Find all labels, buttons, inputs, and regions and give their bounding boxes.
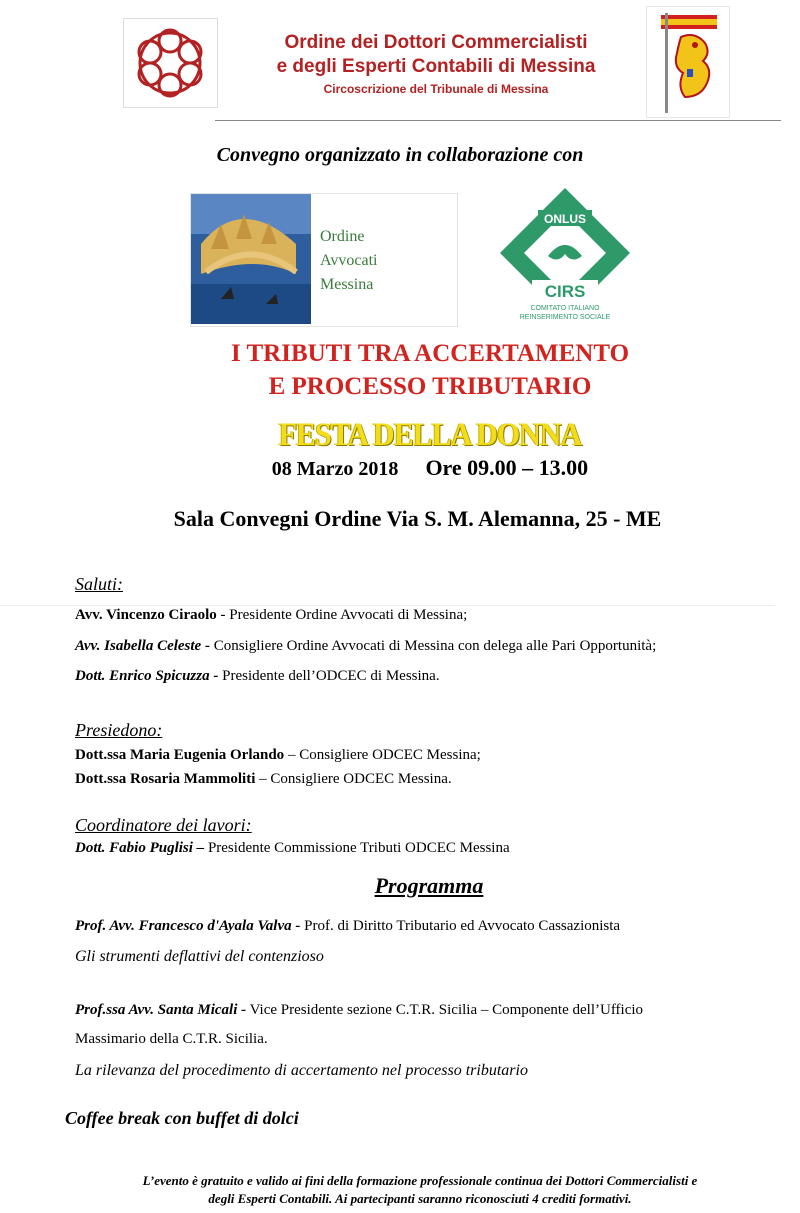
avvocati-word-1: Ordine [320,228,365,245]
event-date: 08 Marzo 2018 [271,458,399,480]
presiedono-heading: Presiedono: [75,720,163,740]
event-time: Ore 09.00 – 13.00 [425,455,589,480]
faint-divider [0,605,775,606]
presiedono-name-1: Dott.ssa Maria Eugenia Orlando [75,747,285,763]
footer-note [60,1172,780,1208]
coordinatore-role: Presidente Commissione Tributi ODCEC Messina [204,840,510,856]
footer-line1: L’evento è gratuito e valido ai fini della formazione professionale continua dei Dottori Commercialisti e [142,1173,698,1188]
coordinatore-name: Dott. Fabio Puglisi – [75,840,205,856]
avvocati-word-2: Avvocati [320,252,378,269]
messina-crest [646,6,730,118]
cirs-name: CIRS [544,282,586,301]
presiedono-name-2: Dott.ssa Rosaria Mammoliti [75,771,256,787]
talk1-title: Gli strumenti deflattivi del contenzioso [75,948,324,965]
header-divider [215,120,781,121]
org-name-line1: Ordine dei Dottori Commercialisti [284,32,588,53]
programma-heading: Programma [374,873,484,898]
coordinatore-row [75,840,510,857]
festa-della-donna: FESTA DELLA DONNA [278,416,582,453]
saluti-name-1: Avv. Vincenzo Ciraolo [75,607,217,623]
talk2-title: La rilevanza del procedimento di accertamento nel processo tributario [75,1062,528,1079]
talk1-role: Prof. di Diritto Tributario ed Avvocato Cassazionista [300,918,621,934]
talk2-speaker-row [75,1002,643,1019]
cirs-onlus-label: ONLUS [544,212,586,226]
odcec-knot-icon [124,19,217,107]
messina-painting-icon [191,194,311,324]
talk2-role-cont: Massimario della C.T.R. Sicilia. [75,1031,268,1047]
talk1-speaker: Prof. Avv. Francesco d'Ayala Valva - [75,918,301,934]
talk1-speaker-row [75,918,620,935]
talk2-role: Vice Presidente sezione C.T.R. Sicilia – Componente dell’Ufficio [246,1002,644,1018]
avvocati-word-3: Messina [320,276,374,293]
presiedono-row-2 [75,771,452,788]
coordinatore-heading: Coordinatore dei lavori: [75,815,252,835]
saluti-row-3 [75,668,440,685]
cirs-sub2: REINSERIMENTO SOCIALE [519,314,611,321]
cirs-sub1: COMITATO ITALIANO [530,305,600,312]
odcec-logo [123,18,218,108]
saluti-role-2: Consigliere Ordine Avvocati di Messina con delega alle Pari Opportunità; [209,638,657,654]
saluti-heading: Saluti: [75,574,123,594]
org-subtitle: Circoscrizione del Tribunale di Messina [323,82,549,96]
saluti-name-3: Dott. Enrico Spicuzza - [75,668,219,684]
collaboration-line: Convegno organizzato in collaborazione con [216,144,584,166]
ordine-avvocati-text [320,225,377,297]
org-name-line2: e degli Esperti Contabili di Messina [276,56,596,77]
talk2-speaker: Prof.ssa Avv. Santa Micali - [75,1002,247,1018]
cirs-logo [498,186,632,326]
footer-line2: degli Esperti Contabili. Ai partecipanti saranno riconosciuti 4 crediti formativi. [208,1191,632,1206]
saluti-role-3: Presidente dell’ODCEC di Messina. [218,668,440,684]
lion-crest-icon [647,7,729,117]
event-venue: Sala Convegni Ordine Via S. M. Alemanna, 25 - ME [173,506,662,531]
event-title-line2: E PROCESSO TRIBUTARIO [268,373,592,400]
presiedono-role-1: – Consigliere ODCEC Messina; [284,747,481,763]
saluti-name-2: Avv. Isabella Celeste - [75,638,210,654]
saluti-role-1: - Presidente Ordine Avvocati di Messina; [216,607,468,623]
saluti-row-1 [75,607,467,624]
presiedono-role-2: – Consigliere ODCEC Messina. [255,771,452,787]
cirs-diamond-icon [498,186,632,326]
saluti-row-2 [75,638,656,655]
event-title-line1: I TRIBUTI TRA ACCERTAMENTO [230,340,630,367]
coffee-break: Coffee break con buffet di dolci [65,1108,299,1128]
event-date-time [0,455,800,481]
presiedono-row-1 [75,747,481,764]
